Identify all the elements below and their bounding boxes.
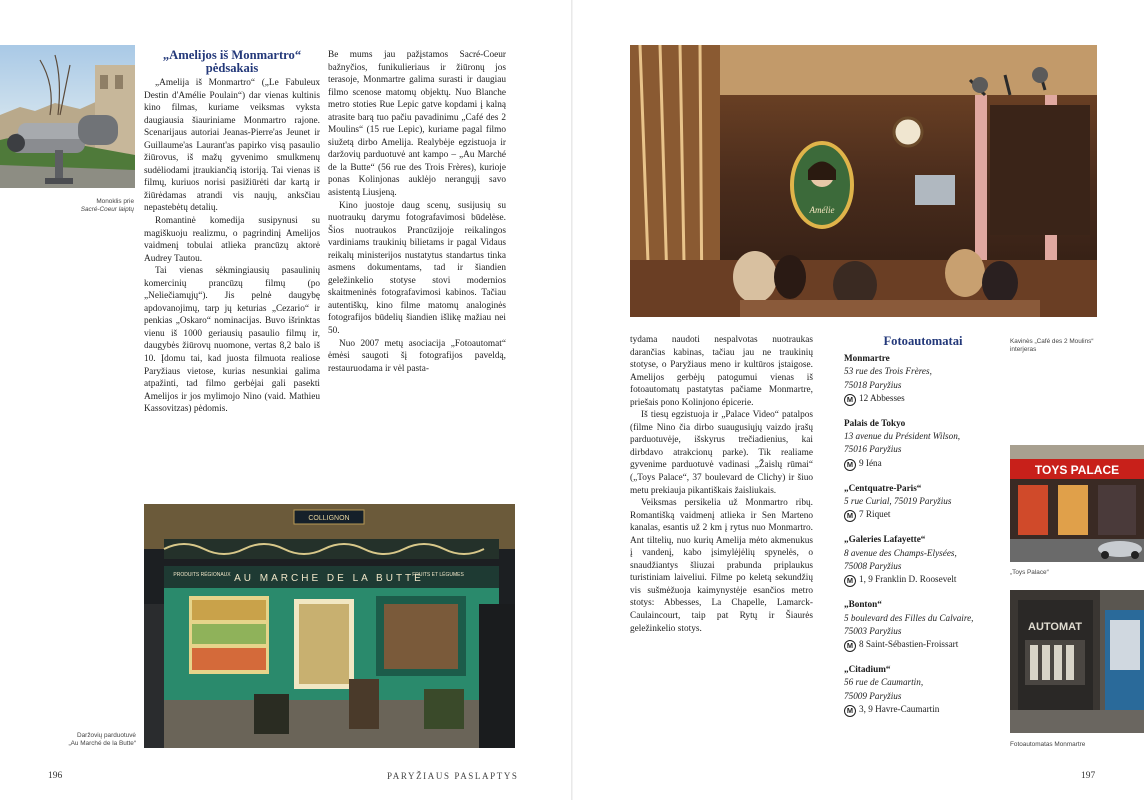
paragraph: Kino juostoje daug scenų, susijusių su nuotraukų darymu fotografavimosi būdelėse. Šios nuotraukos Prancūzijoje reikalingos vardiniams traukinių bilietams ir pagal Vidaus reikalų ministerijos nustatytus standartus tinka asmens dokumentams, tad ir šiandien geležinkelio stotyse stovi modernios skaitmeninės fotografavimosi kabinos. Tačiau autentiškų, kino filme matomų analoginės fotografijos būdelių šiandien išlikę mažiau nei 50.: [328, 200, 506, 337]
entry-metro: [844, 703, 1002, 717]
caption-line: Daržovių parduotuvė: [77, 732, 136, 739]
photobooth-photo: [1010, 590, 1144, 733]
entry-name: „Centquatre-Paris“: [844, 482, 922, 493]
article-title-line: „Amelijos iš Monmartro“: [162, 49, 302, 62]
paragraph: Iš tiesų egzistuoja ir „Palace Video“ patalpos (filme Nino čia dirbo suaugusiųjų vaizdo įrašų parduotuvėje, išskyrus trečiadienius, kai dirbdavo atrakcionų parke). Tik realiame gyvenime parduotuvė vadinasi „Žaislų rūmai“ („Toys Palace“, 37 boulevard de Clichy) ir šiuo metu prekiauja pikantiškais žaisliukais.: [630, 410, 813, 496]
toys-palace-sign: TOYS PALACE: [1034, 463, 1120, 477]
binoculars-caption: [70, 198, 134, 214]
article-title: [144, 49, 320, 75]
article-title-line: pėdsakais: [205, 61, 259, 75]
metro-lines: 1, 9 Franklin D. Roosevelt: [859, 574, 957, 585]
entry-address: 75008 Paryžius: [844, 560, 902, 571]
page-number-right: 197: [1081, 771, 1096, 781]
photobooth-entries: [844, 352, 1002, 717]
article-column-1: [144, 49, 320, 495]
toys-palace-photo: [1010, 445, 1144, 562]
paragraph: Be mums jau pažįstamos Sacré-Coeur bažnyčios, funikulieriaus ir žiūronų jos terasoje, Monmartre galima surasti ir daugiau filmo scenose matomų objektų. Nuo Blanche metro stoties Rue Lepic gatve kopdami į kalną atrasite barą tuo pačiu pavadinimu „Café des 2 Moulins“ (15 rue Lepic), kuriame pagal filmo siužetą dirbo Amelija. Realybėje egzistuoja ir daržovių parduotuvė ant kampo – „Au Marché de la Butte“ (56 rue des Trois Frères), kurioje ponas Kolinjonas auklėjo nerangųjį savo asistentą Liusjeną.: [328, 50, 506, 199]
caption-line: Sacré-Coeur laiptų: [80, 206, 134, 213]
entry-address: 75016 Paryžius: [844, 444, 902, 455]
photobooth-entry: [844, 533, 1002, 587]
entry-address: 75009 Paryžius: [844, 690, 902, 701]
caption-line: „Au Marché de la Butte“: [68, 740, 136, 747]
page-number-left: 196: [48, 771, 63, 781]
photobooth-list-title: Fotoautomatai: [883, 334, 963, 348]
shop-right-sign: FRUITS ET LÉGUMES: [412, 572, 464, 578]
metro-icon: M: [844, 459, 856, 471]
entry-address: 13 avenue du Président Wilson,: [844, 431, 961, 442]
cafe-poster-text: Amélie: [809, 205, 835, 215]
paragraph: Nuo 2007 metų asociacija „Fotoautomat“ ėmėsi saugoti šį fotografijos paveldą, restauruodama ir vėl pasta-: [328, 338, 506, 374]
entry-metro: [844, 638, 1002, 652]
entry-address: 53 rue des Trois Frères,: [844, 366, 932, 377]
entry-name: „Galeries Lafayette“: [844, 534, 926, 545]
caption-line: Monoklis prie: [96, 198, 134, 205]
photobooth-entry: [844, 663, 1002, 717]
metro-icon: M: [844, 640, 856, 652]
entry-address: 56 rue de Caumartin,: [844, 677, 924, 688]
entry-name: Palais de Tokyo: [844, 417, 906, 428]
cafe-caption: [1010, 338, 1130, 354]
entry-name: Monmartre: [844, 353, 890, 363]
metro-icon: M: [844, 510, 856, 522]
article-column-2: [328, 49, 506, 495]
entry-metro: [844, 573, 1002, 587]
photobooth-entry: [844, 417, 1002, 471]
running-head: PARYŽIAUS PASLAPTYS: [387, 771, 519, 781]
metro-lines: 12 Abbesses: [859, 392, 905, 403]
entry-name: „Bonton“: [844, 599, 882, 610]
metro-icon: M: [844, 575, 856, 587]
metro-icon: M: [844, 705, 856, 717]
paragraph: Veiksmas persikelia už Monmartro ribų. Romantišką vaidmenį atlieka ir Sen Marteno kanalas, esantis už 2 km į rytus nuo Monmartro. Ant tiltelių, nuo kurių Amelija mėto akmenukus į vandenį, kabo įsimylėjėlių spynelės, o snaudžiantys šliuzai prabunda priplaukus turistiniam laiveliui. Filme po keletą sekundžių vis sušmėžuoja kaimynystėje esančios metro stotys: Abbesses, La Chapelle, Lamarck-Caulaincourt, taip pat Rytų ir Šiaurės geležinkelio stotys.: [630, 498, 813, 634]
grocery-shop-photo: [144, 504, 515, 748]
photobooth-entry: [844, 482, 1002, 523]
metro-lines: 7 Riquet: [859, 509, 891, 520]
metro-lines: 3, 9 Havre-Caumartin: [859, 704, 940, 715]
paragraph: Romantinė komedija susipynusi su magiškuoju realizmu, o pagrindinį Amelijos vaidmenį tobulai atlieka prancūzų aktorė Audrey Tautou.: [144, 216, 320, 264]
metro-lines: 9 Iéna: [859, 457, 882, 468]
entry-metro: [844, 508, 1002, 522]
photobooth-list: [844, 334, 1002, 728]
toys-caption: „Toys Palace“: [1010, 569, 1049, 576]
metro-lines: 8 Saint-Sébastien-Froissart: [859, 639, 959, 650]
entry-address: 75003 Paryžius: [844, 625, 902, 636]
photobooth-entry: [844, 598, 1002, 652]
entry-address: 75018 Paryžius: [844, 379, 902, 390]
photobooth-caption: Fotoautomatas Monmartre: [1010, 741, 1086, 748]
entry-metro: [844, 457, 1002, 471]
entry-address: 5 boulevard des Filles du Calvaire,: [844, 612, 974, 623]
entry-name: „Citadium“: [844, 664, 891, 675]
shop-name-sign: AU MARCHE DE LA BUTTE: [234, 573, 424, 584]
photobooth-entry: [844, 352, 1002, 406]
metro-icon: M: [844, 394, 856, 406]
book-spine: [571, 0, 573, 800]
paragraph: tydama naudoti nespalvotas nuotraukas darančias kabinas, tačiau jau ne traukinių stotyse, o Paryžiaus meno ir kultūros įstaigose. Amelijos gerbėjų patogumui vienas iš fotoautomatų pastatytas pačiame Monmartre, priešais pono Kolinjono épicerie.: [630, 335, 813, 408]
entry-address: 8 avenue des Champs-Elysées,: [844, 547, 957, 558]
shop-top-sign: COLLIGNON: [308, 515, 350, 522]
binoculars-photo: [0, 45, 135, 188]
entry-metro: [844, 392, 1002, 406]
entry-address: 5 rue Curial, 75019 Paryžius: [844, 496, 952, 507]
cafe-interior-photo: [630, 45, 1097, 317]
paragraph: Tai vienas sėkmingiausių pasaulinių komercinių prancūzų filmų (po „Neliečiamųjų“). Jis pelnė daugybę apdovanojimų, tarp jų keturias „Cezario“ ir penkias „Oskaro“ nominacijas. Buvo išrinktas vienu iš 1000 geriausių pasaulio filmų ir, daugybės žiūrovų nuomone, vertas 8,2 balo iš 10. Įdomu tai, kad juosta filmuota realiose Paryžiaus vietose, kurias nesunkiai galima atpažinti, tad filmo gerbėjai gali pasekti Amelijos ir jos mylimojo Nino (vaid. Mathieu Kassovitzas) pėdomis.: [144, 266, 320, 415]
shop-left-sign: PRODUITS RÉGIONAUX: [173, 572, 231, 578]
shop-caption: [48, 732, 136, 748]
article-column-3: [630, 334, 813, 754]
caption-line: interjeras: [1010, 346, 1037, 353]
photobooth-sign: AUTOMAT: [1028, 621, 1082, 633]
caption-line: Kavinės „Café des 2 Moulins“: [1010, 338, 1094, 345]
paragraph: „Amelija iš Monmartro“ („Le Fabuleux Destin d'Amélie Poulain“) dar vienas kultinis kino filmas, kuriame veiksmas vyksta daugiausia šiauriniame Monmartro rajone. Scenarijaus autoriai Jeanas-Pierre'as Jeunet ir Guillaume'as Laurant'as papirko visą pasaulio žiūrovus, iš mažų gyvenimo smulkmenų sudėliodami įtraukiančią istoriją. Tai vienas iš filmų, kuriuos norisi pasižiūrėti dar kartą ir žiūrėdamas atrandi vis naujų, anksčiau nepastebėtų detalių.: [144, 78, 320, 214]
